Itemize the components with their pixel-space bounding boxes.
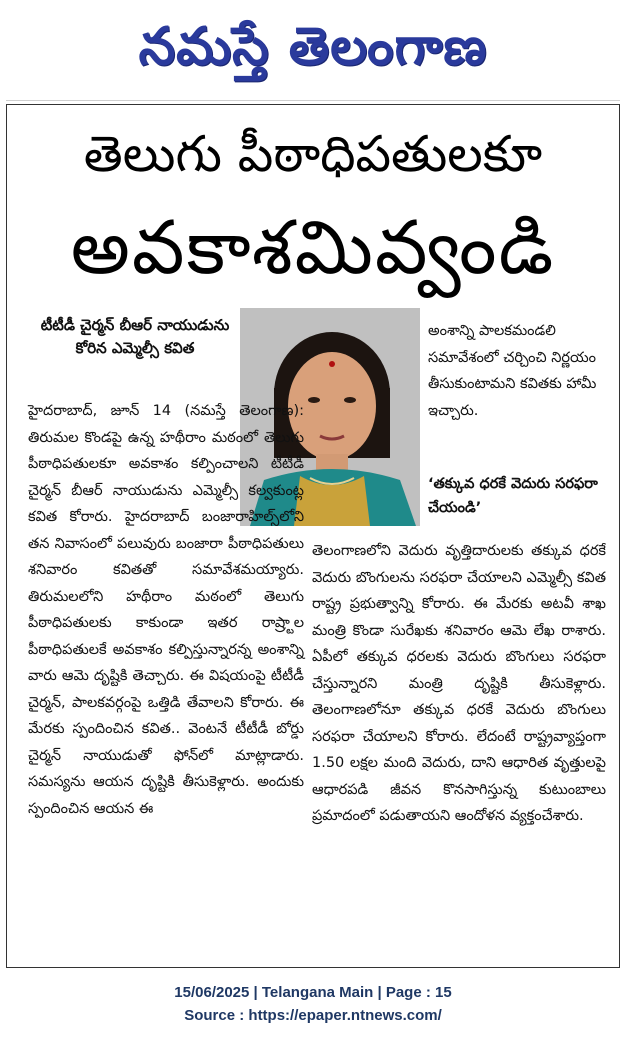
- article-subhead: టీటీడీ చైర్మన్ బీఆర్ నాయుడును కోరిన ఎమ్మెల్సీ కవిత: [40, 316, 230, 357]
- headline-line-1: తెలుగు పీఠాధిపతులకూ: [83, 125, 543, 183]
- masthead-divider: [6, 100, 620, 101]
- article-body-right: తెలంగాణలోని వెదురు వృత్తిదారులకు తక్కువ ధరకే వెదురు బొంగులను సరఫరా చేయాలని ఎమ్మెల్సీ కవిత రాష్ట్ర ప్రభుత్వాన్ని కోరారు. ఈ మేరకు అటవీ శాఖ మంత్రి కొండా సురేఖకు శనివారం ఆమె లేఖ రాశారు. ఏపీలో తక్కువ ధరలకు వెదురు బొంగులు సరఫరా చేస్తున్నారని మంత్రి దృష్టికి తీసుకెళ్లారు. తెలంగాణలోనూ తక్కువ ధరకే వెదురు బొంగులు సరఫరా చేయాలని కోరారు. లేదంటే రాష్ట్రవ్యాప్తంగా 1.50 లక్షల మంది వెదురు, దాని ఆధారిత వృత్తులపై ఆధారపడి జీవన కొనసాగిస్తున్న కుటుంబాలు ప్రమాదంలో పడుతాయని ఆందోళన వ్యక్తంచేశారు.: [312, 543, 606, 824]
- article-pullquote: ‘తక్కువ ధరకే వెదురు సరఫరా చేయండి’: [428, 476, 598, 516]
- masthead-title: నమస్తే తెలంగాణ: [138, 16, 488, 77]
- masthead: [0, 0, 626, 96]
- footer-edition-line: 15/06/2025 | Telangana Main | Page : 15: [174, 984, 452, 1001]
- article-body-right-top: అంశాన్ని పాలకమండలి సమావేశంలో చర్చించి నిర్ణయం తీసుకుంటామని కవితకు హామీ ఇచ్చారు.: [428, 323, 597, 419]
- headline-line-2: అవకాశమివ్వండి: [70, 205, 556, 291]
- footer-source-line: Source : https://epaper.ntnews.com/: [184, 1007, 442, 1024]
- article-body-left: హైదరాబాద్, జూన్ 14 (నమస్తే తెలంగాణ): తిరుమల కొండపై ఉన్న హథీరాం మఠంలో తెలుగు పీఠాధిపతులకూ అవకాశం కల్పించాలని టీటీడీ చైర్మన్ బీఆర్ నాయుడును ఎమ్మెల్సీ కల్వకుంట్ల కవిత కోరారు. హైదరాబాద్ బంజారాహిల్స్‌లోని తన నివాసంలో పలువురు బంజారా పీఠాధిపతులు శనివారం కవితతో సమావేశమయ్యారు. తిరుమలలోని హథీరాం మఠంలో తెలుగు పీఠాధిపతులకు కాకుండా ఇతర రాష్ర్టాల పీఠాధిపతులకే అవకాశం కల్పిస్తున్నారన్న అంశాన్ని వారు ఆమె దృష్టికి తెచ్చారు. ఈ విషయంపై టీటీడీ చైర్మన్, పాలకవర్గంపై ఒత్తిడి తేవాలని కోరారు. ఈ మేరకు స్పందించిన కవిత.. వెంటనే టీటీడీ బోర్డు చైర్మన్ నాయుడుతో ఫోన్‌లో మాట్లాడారు. సమస్యను ఆయన దృష్టికి తీసుకెళ్లారు. అందుకు స్పందించిన ఆయన ఈ: [28, 403, 304, 817]
